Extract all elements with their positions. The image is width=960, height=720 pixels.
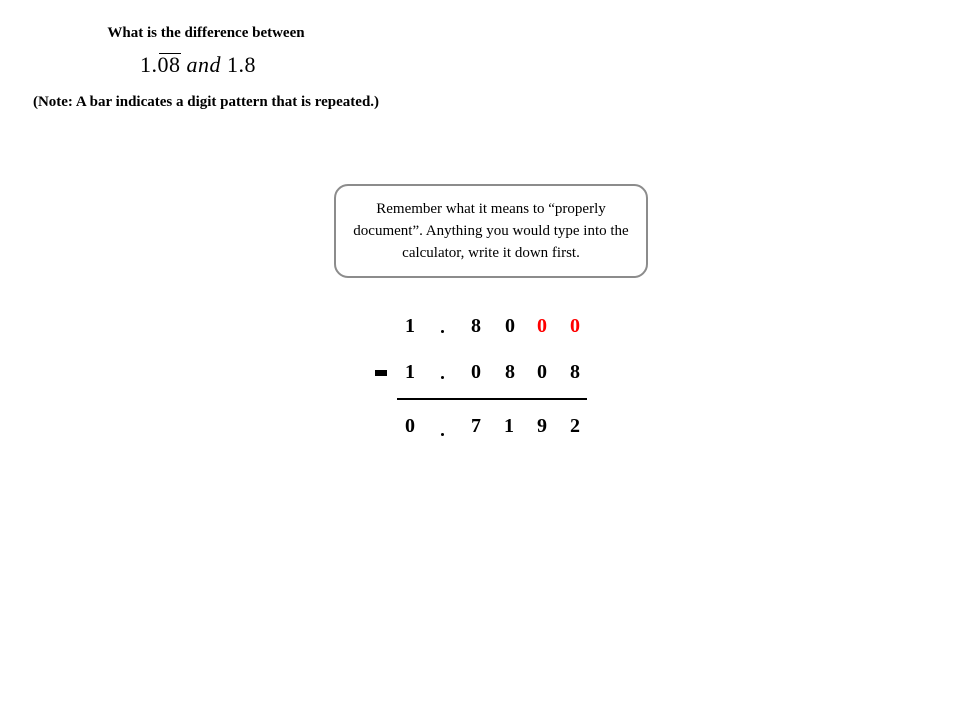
minuend-digit-4: 0 [570, 315, 580, 337]
difference-digit-0: 0 [405, 415, 415, 437]
second-number: 1.8 [227, 52, 256, 77]
result-line [397, 398, 587, 400]
question-prompt: What is the difference between [107, 25, 305, 41]
difference-digit-4: 2 [570, 415, 580, 437]
difference-digit-1: 7 [471, 415, 481, 437]
subtrahend-decimal-point [441, 376, 444, 379]
minuend-digit-0: 1 [405, 315, 415, 337]
difference-digit-3: 9 [537, 415, 547, 437]
minuend-digit-2: 0 [505, 315, 515, 337]
repeating-digits: 08 [157, 52, 181, 77]
minuend-digit-1: 8 [471, 315, 481, 337]
subtrahend-digit-1: 0 [471, 361, 481, 383]
difference-digit-2: 1 [504, 415, 514, 437]
question-block [30, 22, 382, 44]
difference-decimal-point [441, 433, 444, 436]
question-expression [140, 52, 256, 78]
minus-sign [375, 370, 387, 376]
subtrahend-digit-0: 1 [405, 361, 415, 383]
subtrahend-digit-2: 8 [505, 361, 515, 383]
subtrahend-digit-3: 0 [537, 361, 547, 383]
expression-connector: and [186, 52, 221, 77]
first-number-prefix: 1. [140, 52, 158, 77]
reminder-text: Remember what it means to “properly document”. Anything you would type into the calculator, write it down first. [353, 201, 629, 261]
reminder-box [334, 184, 648, 278]
subtrahend-digit-4: 8 [570, 361, 580, 383]
minuend-decimal-point [441, 330, 444, 333]
question-note: (Note: A bar indicates a digit pattern that is repeated.) [32, 94, 380, 110]
minuend-digit-3: 0 [537, 315, 547, 337]
